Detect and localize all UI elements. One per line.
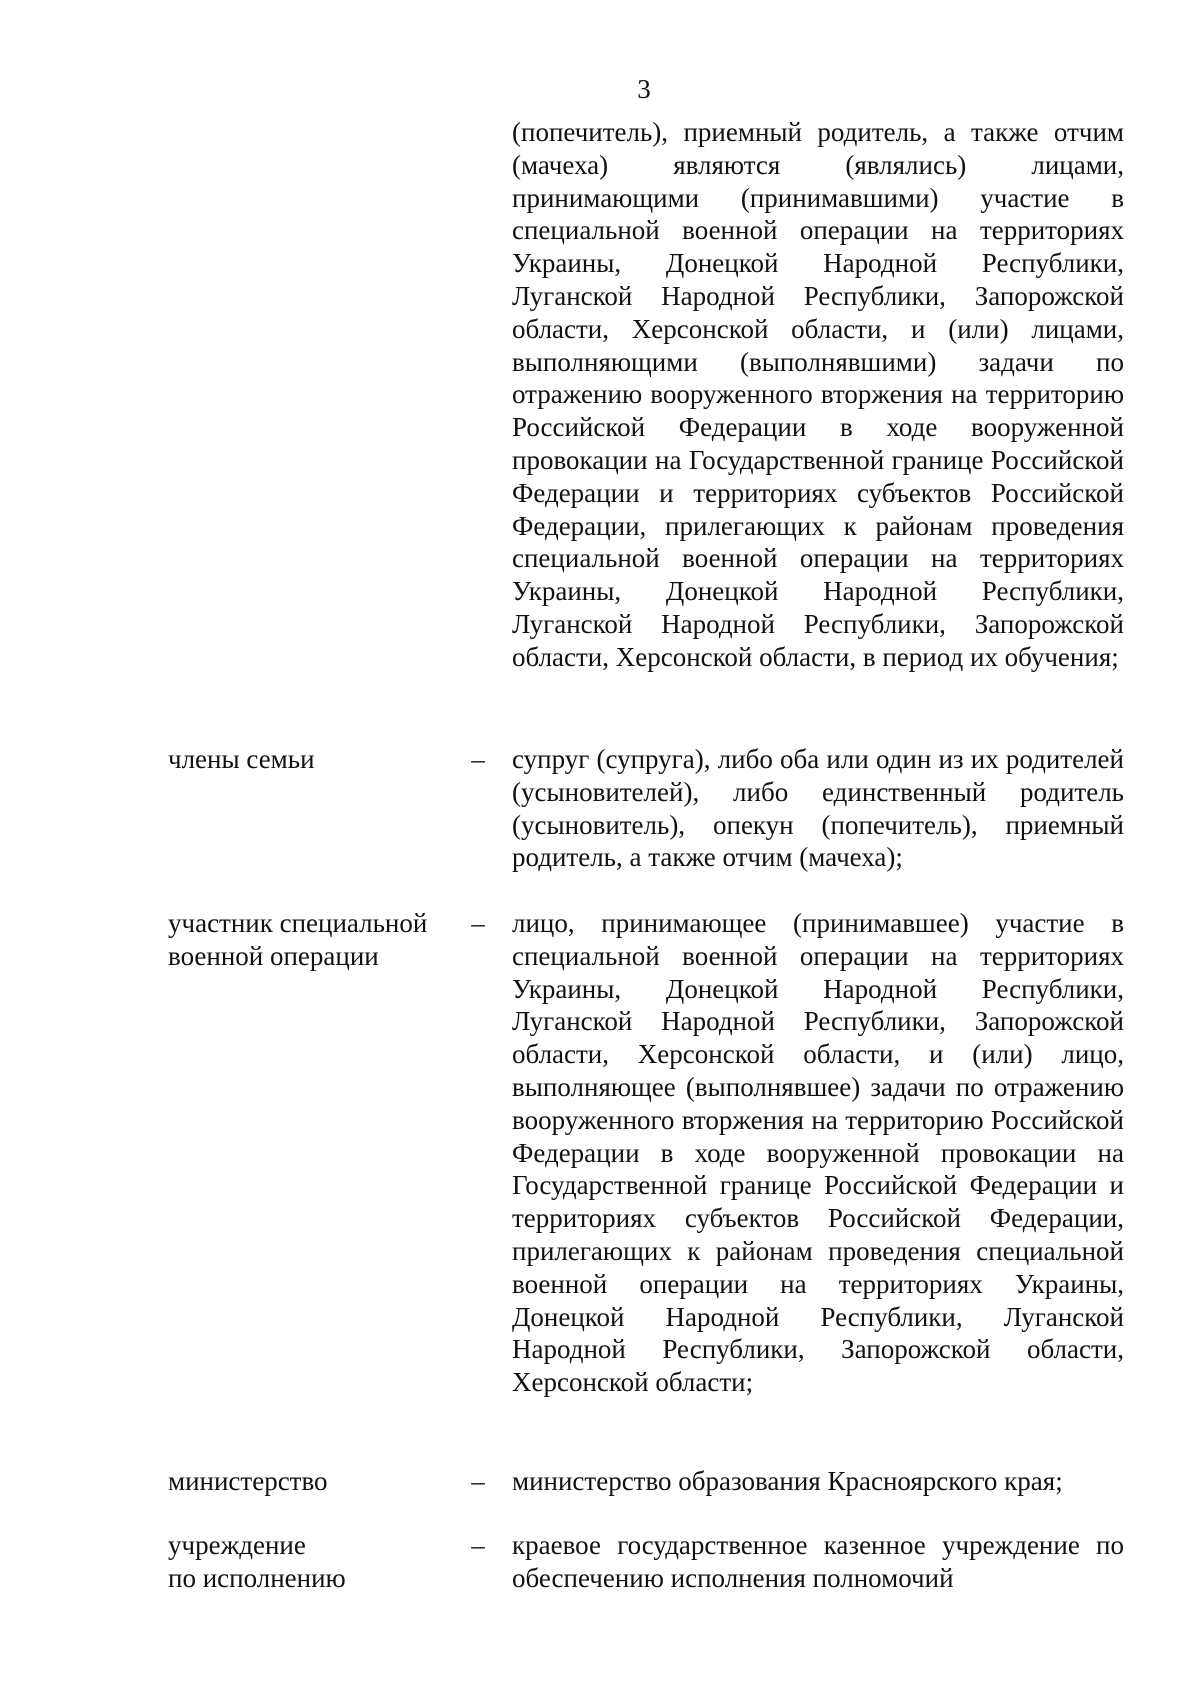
definition-term: министерство	[168, 1466, 328, 1496]
definition-dash: –	[471, 1530, 485, 1560]
definition-term: учреждение по исполнению	[168, 1530, 346, 1593]
definition-term: участник специальной военной операции	[168, 908, 428, 971]
definition-term: члены семьи	[168, 744, 315, 774]
definition-text: супруг (супруга), либо оба или один из их родителей (усыновителей), либо единственный родитель (усыновитель), опекун (попечитель), приемный родитель, а также отчим (мачеха);	[512, 744, 1124, 873]
page-number: 3	[637, 74, 651, 104]
definition-text: министерство образования Красноярского края;	[512, 1466, 1063, 1496]
definition-dash: –	[471, 908, 485, 938]
definition-text: лицо, принимающее (принимавшее) участие в специальной военной операции на территориях Украины, Донецкой Народной Республики, Луганской Народной Республики, Запорожской области, Херсонской области, и (или) лицо, выполняющее (выполнявшее) задачи по отражению вооруженного вторжения на территорию Российской Федерации в ходе вооруженной провокации на Государственной границе Российской Федерации и территориях субъектов Российской Федерации, прилегающих к районам проведения специальной военной операции на территориях Украины, Донецкой Народной Республики, Луганской Народной Республики, Запорожской области, Херсонской области;	[512, 908, 1124, 1398]
definition-text: краевое государственное казенное учреждение по обеспечению исполнения полномочий	[512, 1530, 1124, 1593]
continuation-paragraph: (попечитель), приемный родитель, а также отчим (мачеха) являются (являлись) лицами, принимающими (принимавшими) участие в специальной военной операции на территориях Украины, Донецкой Народной Республики, Луганской Народной Республики, Запорожской области, Херсонской области, и (или) лицами, выполняющими (выполнявшими) задачи по отражению вооруженного вторжения на территорию Российской Федерации в ходе вооруженной провокации на Государственной границе Российской Федерации и территориях субъектов Российской Федерации, прилегающих к районам проведения специальной военной операции на территориях Украины, Донецкой Народной Республики, Луганской Народной Республики, Запорожской области, Херсонской области, в период их обучения;	[512, 117, 1124, 672]
definition-dash: –	[471, 744, 485, 774]
definition-dash: –	[471, 1466, 485, 1496]
